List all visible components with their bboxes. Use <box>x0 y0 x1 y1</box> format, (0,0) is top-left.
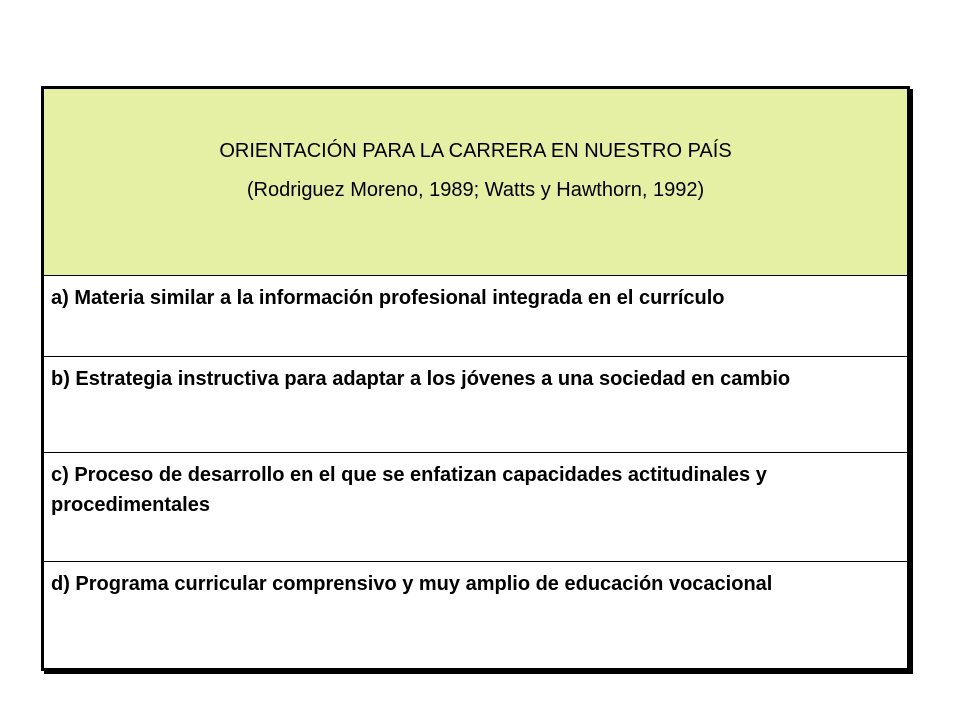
table-row-b: b) Estrategia instructiva para adaptar a los jóvenes a una sociedad en cambio <box>44 357 907 453</box>
table-row-c: c) Proceso de desarrollo en el que se enfatizan capacidades actitudinales y procedimentales <box>44 453 907 562</box>
table-citation: (Rodriguez Moreno, 1989; Watts y Hawthorn, 1992) <box>246 179 705 201</box>
table-header <box>44 89 907 276</box>
orientation-table <box>41 86 910 671</box>
table-title: ORIENTACIÓN PARA LA CARRERA EN NUESTRO PAÍS <box>219 140 732 162</box>
table-row-d: d) Programa curricular comprensivo y muy amplio de educación vocacional <box>51 573 773 595</box>
table-row-a: a) Materia similar a la información profesional integrada en el currículo <box>44 276 907 357</box>
